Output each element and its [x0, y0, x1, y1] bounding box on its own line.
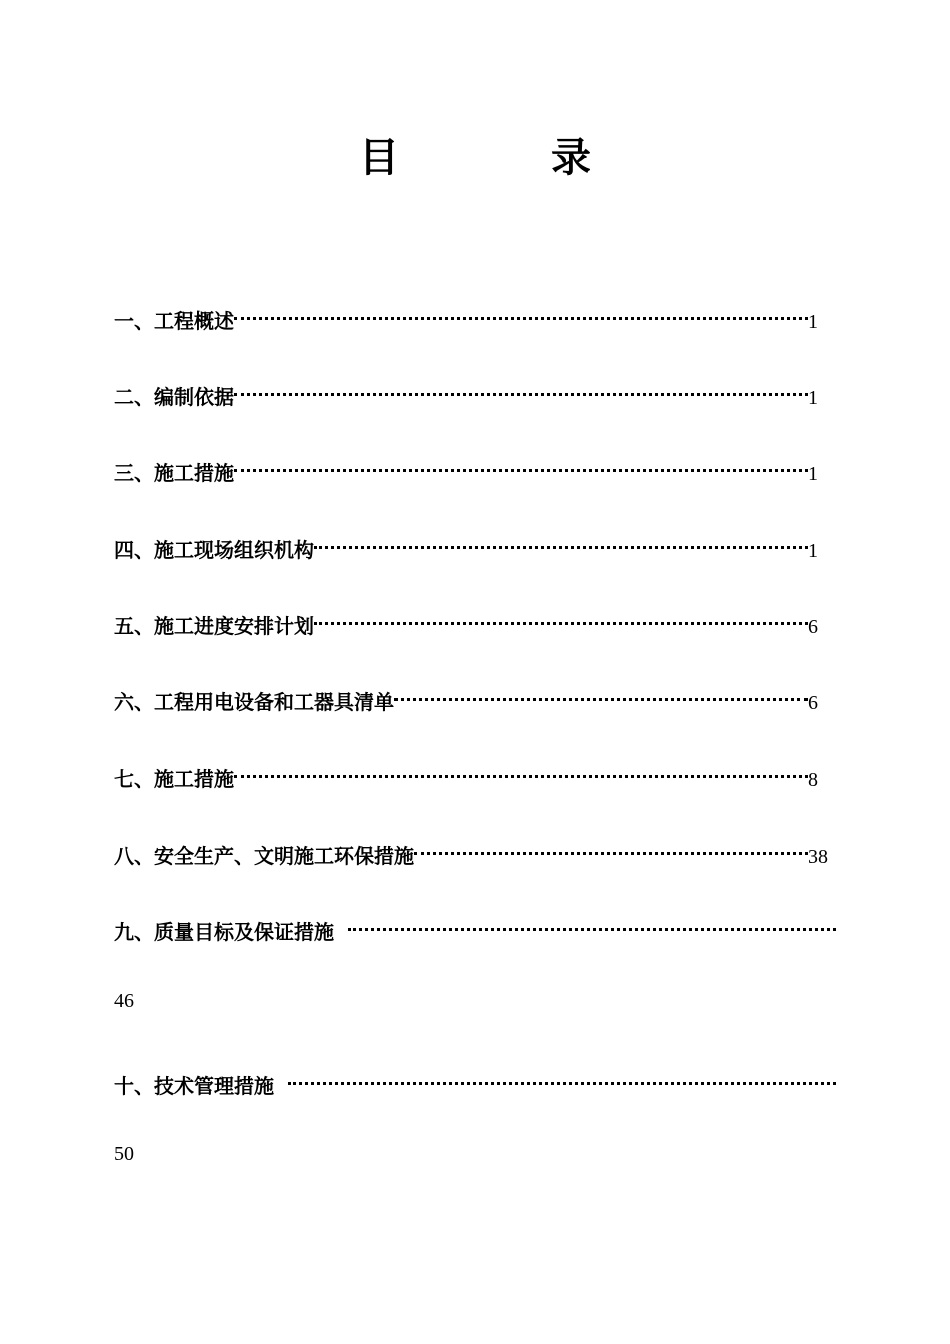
toc-page-number: 8 — [808, 769, 818, 791]
toc-entry-3[interactable] — [114, 450, 818, 485]
toc-entry-label: 二、编制依据 — [114, 385, 234, 409]
dot-leader — [414, 833, 808, 863]
toc-entry-label: 五、施工进度安排计划 — [114, 614, 314, 638]
dot-leader — [314, 603, 808, 633]
toc-entry-label: 四、施工现场组织机构 — [114, 538, 314, 562]
dot-leader — [234, 298, 808, 328]
dot-leader — [234, 374, 808, 404]
toc-entry-10[interactable] — [114, 1063, 836, 1098]
toc-entry-label: 六、工程用电设备和工器具清单 — [114, 690, 394, 714]
toc-entry-4[interactable] — [114, 527, 818, 562]
toc-page-number: 6 — [808, 616, 818, 638]
dot-leader — [348, 909, 836, 939]
toc-entry-2[interactable] — [114, 374, 818, 409]
toc-entry-label: 九、质量目标及保证措施 — [114, 920, 334, 944]
toc-entry-label: 七、施工措施 — [114, 767, 234, 791]
toc-entry-7[interactable] — [114, 756, 818, 791]
dot-leader — [288, 1063, 836, 1093]
toc-page-number: 38 — [808, 846, 828, 868]
toc-page-number: 1 — [808, 540, 818, 562]
toc-entry-label: 三、施工措施 — [114, 461, 234, 485]
toc-page-number: 6 — [808, 692, 818, 714]
toc-page-number: 1 — [808, 387, 818, 409]
toc-entry-8[interactable] — [114, 833, 828, 868]
toc-page-number: 1 — [808, 463, 818, 485]
toc-entry-label: 十、技术管理措施 — [114, 1074, 274, 1098]
toc-page-number: 50 — [114, 1143, 134, 1165]
toc-entry-9[interactable] — [114, 909, 836, 944]
toc-entry-5[interactable] — [114, 603, 818, 638]
toc-entry-label: 八、安全生产、文明施工环保措施 — [114, 844, 414, 868]
dot-leader — [234, 450, 808, 480]
toc-page-number: 1 — [808, 311, 818, 333]
toc-entry-6[interactable] — [114, 679, 818, 714]
dot-leader — [394, 679, 808, 709]
toc-entry-1[interactable] — [114, 298, 818, 333]
toc-entry-label: 一、工程概述 — [114, 309, 234, 333]
page-title: 目 录 — [359, 134, 647, 181]
dot-leader — [234, 756, 808, 786]
toc-page-number: 46 — [114, 990, 134, 1012]
dot-leader — [314, 527, 808, 557]
